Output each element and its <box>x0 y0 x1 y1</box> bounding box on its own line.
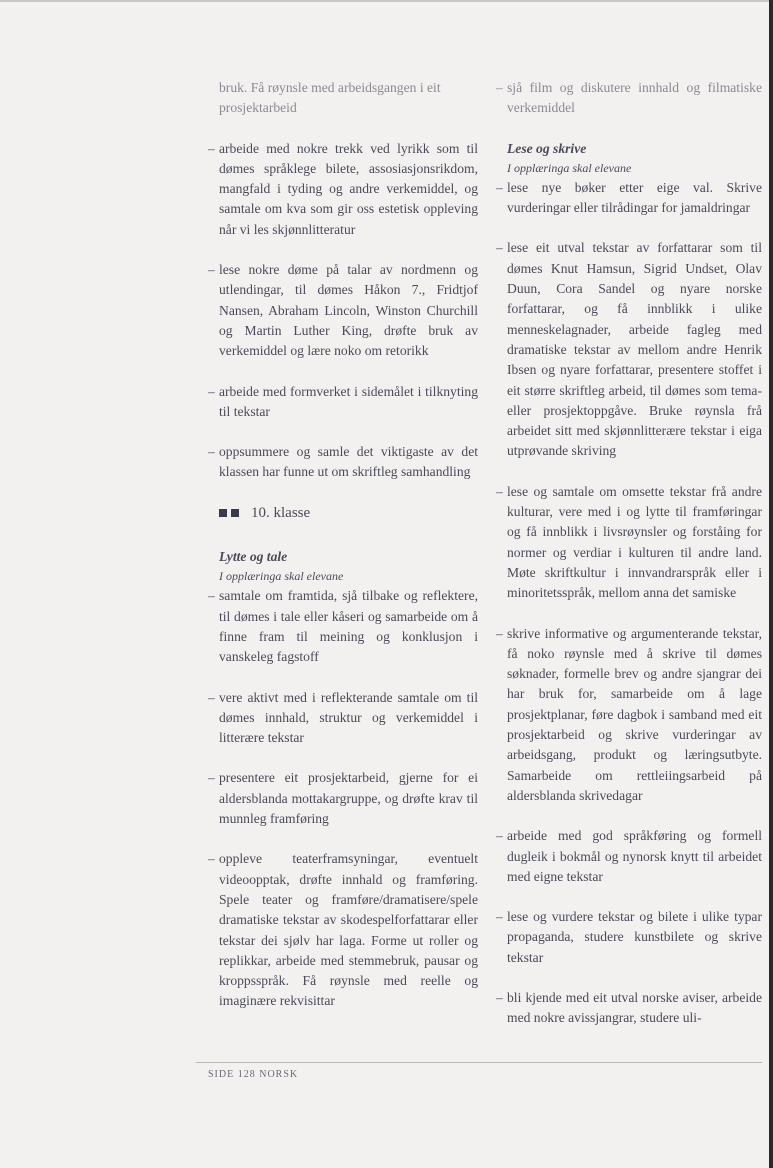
dash: – <box>496 179 503 195</box>
left-column <box>208 78 478 1032</box>
list-item: – samtale om framtida, sjå tilbake og reflektere, til dømes i tale eller kåseri og samarbeide om å finne fram til meining og konklusjon i vanskeleg fagstoff <box>208 588 478 665</box>
list-item: – lese nye bøker etter eige val. Skrive vurderingar eller tilrådingar for jamaldringar <box>496 179 762 216</box>
dash: – <box>496 909 503 925</box>
dash: – <box>208 588 215 604</box>
right-column <box>496 78 762 1049</box>
list-item: – presentere eit prosjektarbeid, gjerne for ei aldersblanda mottakargruppe, og drøfte krav til munnleg framføring <box>208 770 478 827</box>
continued-text: bruk. Få røynsle med arbeidsgangen i eit prosjektarbeid <box>219 80 441 116</box>
section-subheading: Lese og skrive <box>507 140 587 156</box>
page-footer: SIDE 128 NORSK <box>208 1069 299 1080</box>
dash: – <box>496 828 503 844</box>
list-item: – vere aktivt med i reflekterande samtale om til dømes innhald, struktur og verkemiddel i litterære tekstar <box>208 689 478 746</box>
section-subheading: Lytte og tale <box>219 549 288 565</box>
dash: – <box>208 770 215 786</box>
footer-rule <box>196 1062 762 1063</box>
list-item: – lese nokre døme på talar av nordmenn og utlendingar, til dømes Håkon 7., Fridtjof Nansen, Abraham Lincoln, Winston Churchill og Martin Luther King, drøfte bruk av verkemiddel og lære noko om retorikk <box>208 262 478 359</box>
dash: – <box>208 689 215 705</box>
dash: – <box>496 483 503 499</box>
list-item: – sjå film og diskutere innhald og filmatiske verkemiddel <box>496 80 762 116</box>
section-intro: I opplæringa skal elevane <box>219 569 344 584</box>
section-intro: I opplæringa skal elevane <box>507 160 632 175</box>
list-item: – lese eit utval tekstar av forfattarar som til dømes Knut Hamsun, Sigrid Undset, Olav Duun, Cora Sandel og nyare norske forfattarar, og få innblikk i ulike menneskelagnader, arbeide fagleg med dramatiske tekstar av mellom andre Henrik Ibsen og nyare forfattarar, presentere stoffet i eit større skriftleg arbeid, til dømes som tema- eller prosjektoppgåve. Bruke røynsla frå arbeidet sitt med skjønnlitterære tekstar i eiga utprøvande skriving <box>496 240 762 459</box>
list-item: – bli kjende med eit utval norske aviser, arbeide med nokre avissjangrar, studere uli- <box>496 989 762 1026</box>
dash: – <box>208 851 215 867</box>
dash: – <box>496 240 503 256</box>
dash: – <box>208 140 215 156</box>
list-item: – arbeide med god språkføring og formell dugleik i bokmål og nynorsk knytt til arbeidet med eigne tekstar <box>496 828 762 884</box>
list-item: – oppsummere og samle det viktigaste av det klassen har funne ut om skriftleg samhandling <box>208 444 478 480</box>
list-item: – lese og samtale om omsette tekstar frå andre kulturar, vere med i og lytte til framføringar og få innblikk i livsrøynsler og forståing for normer og verdiar i kulturen til andre land. Møte skriftkultur i innvandrarspråk eller i minoritetsspråk, mellom anna det samiske <box>496 483 762 601</box>
scan-top-edge <box>0 0 773 2</box>
list-item: – oppleve teaterframsyningar, eventuelt videoopptak, drøfte innhald og framføring. Spele teater og framføre/dramatisere/spele dramatiske tekstar av skodespelforfattarar eller tekstar dei sjølv har laga. Forme ut roller og replikkar, arbeide med stemmebruk, pausar og kroppsspråk. Få røynsle med reelle og imaginære rekvisittar <box>208 851 478 1009</box>
dash: – <box>208 262 215 278</box>
dash: – <box>208 383 215 399</box>
scan-right-edge <box>769 0 773 1168</box>
list-item: – arbeide med nokre trekk ved lyrikk som til dømes språklege bilete, assosiasjonsrikdom, mangfald i tyding og andre verkemiddel, og samtale om kva som gir oss estetisk oppleving når vi les skjønnlitteratur <box>208 140 478 237</box>
list-item: – skrive informative og argumenterande tekstar, få noko røynsle med å skrive til dømes søknader, formelle brev og andre sjangrar dei har bruk for, samarbeide om å lage prosjektplanar, føre dagbok i samband med eit prosjektarbeid og skrive vurderingar av arbeidsgang, produkt og læringsutbyte. Samarbeide om rettleiingsarbeid på aldersblanda skrivedagar <box>496 625 762 803</box>
list-item: – arbeide med formverket i sidemålet i tilknyting til tekstar <box>208 383 478 419</box>
class-heading-label: 10. klasse <box>251 504 311 521</box>
class-heading <box>208 503 478 523</box>
list-item: – lese og vurdere tekstar og bilete i ulike typar propaganda, studere kunstbilete og skrive tekstar <box>496 909 762 965</box>
dash: – <box>496 989 503 1005</box>
dash: – <box>208 444 215 460</box>
dash: – <box>496 80 503 95</box>
square-bullet-icon <box>219 509 227 517</box>
square-bullet-icon <box>231 509 239 517</box>
dash: – <box>496 625 503 641</box>
